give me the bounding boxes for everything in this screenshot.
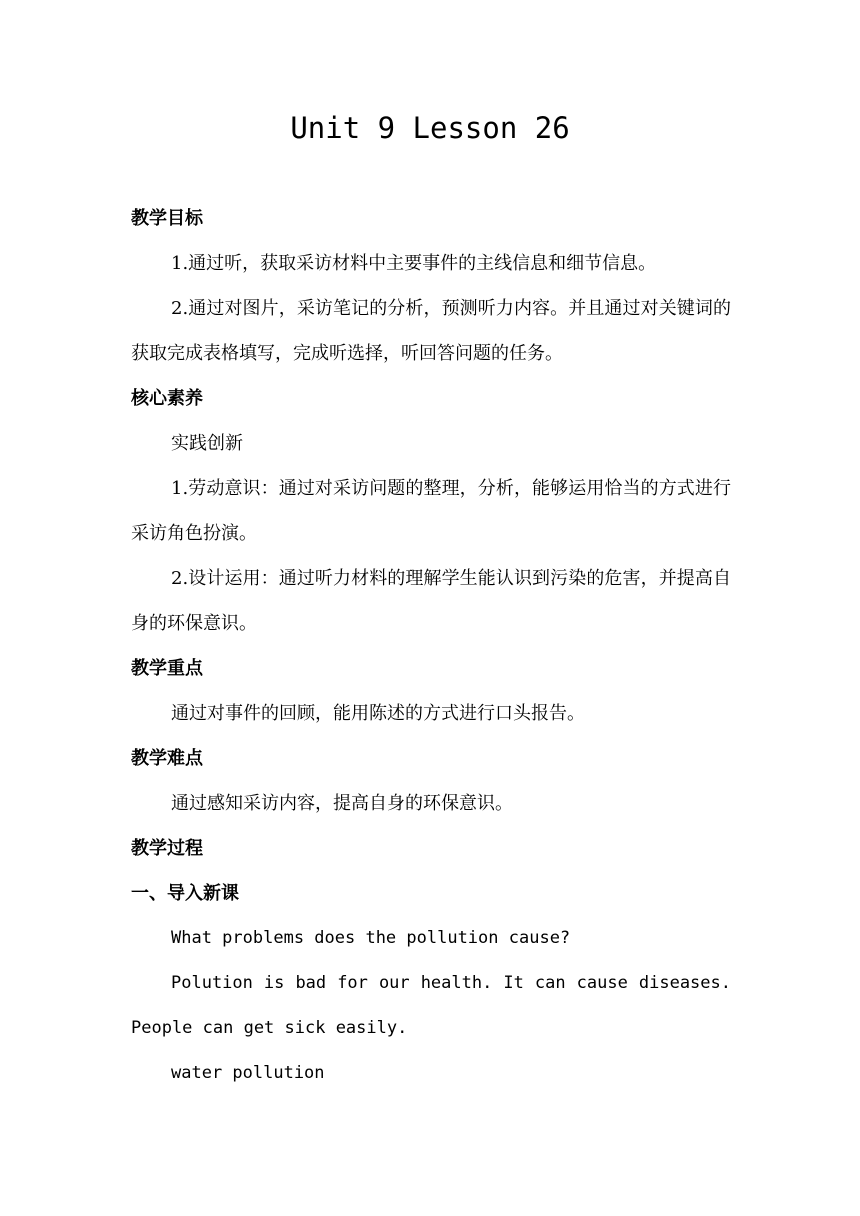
process-line: water pollution: [171, 1063, 325, 1083]
literacy-item: 1.劳动意识：通过对采访问题的整理，分析，能够运用恰当的方式进行采访角色扮演。: [131, 478, 731, 544]
document-body: [131, 196, 731, 1096]
section-heading-literacy: 核心素养: [131, 388, 203, 409]
section-heading-difficulties: 教学难点: [131, 748, 203, 769]
key-points-text: 通过对事件的回顾，能用陈述的方式进行口头报告。: [171, 703, 585, 724]
objective-item: 1.通过听，获取采访材料中主要事件的主线信息和细节信息。: [171, 253, 657, 274]
literacy-item: 2.设计运用：通过听力材料的理解学生能认识到污染的危害，并提高自身的环保意识。: [131, 568, 731, 634]
process-line: Polution is bad for our health. It can cause diseases. People can get sick easily.: [131, 973, 731, 1038]
section-heading-objectives: 教学目标: [131, 208, 203, 229]
document-title: Unit 9 Lesson 26: [290, 111, 570, 145]
literacy-subheading: 实践创新: [171, 433, 243, 454]
process-step-heading: 一、导入新课: [131, 883, 239, 904]
section-heading-process: 教学过程: [131, 838, 203, 859]
process-line: What problems does the pollution cause?: [171, 928, 571, 948]
difficulties-text: 通过感知采访内容，提高自身的环保意识。: [171, 793, 513, 814]
section-heading-key-points: 教学重点: [131, 658, 203, 679]
objective-item: 2.通过对图片，采访笔记的分析，预测听力内容。并且通过对关键词的获取完成表格填写，完成听选择，听回答问题的任务。: [131, 298, 731, 364]
